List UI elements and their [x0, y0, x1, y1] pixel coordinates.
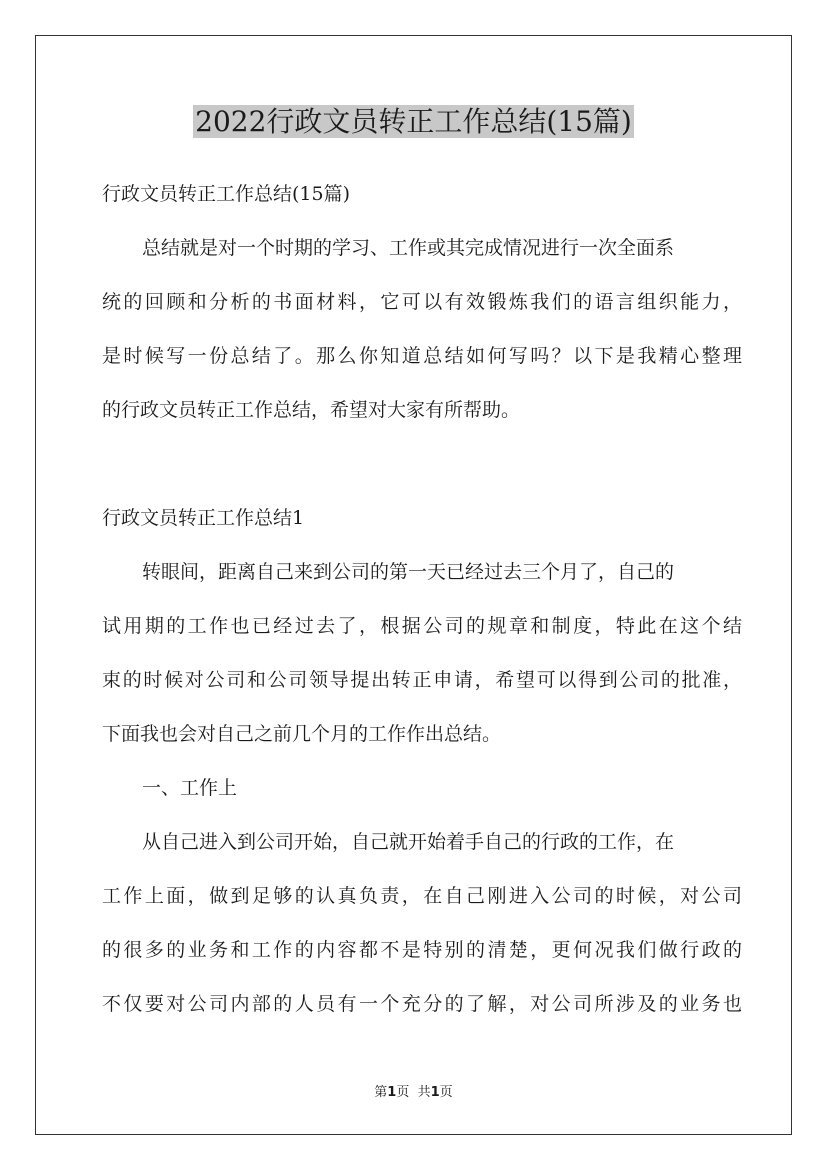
body-line-2: 工作上面，做到足够的认真负责，在自己刚进入公司的时候，对公司	[102, 885, 742, 907]
section-heading: 行政文员转正工作总结1	[102, 507, 305, 529]
body-line-1: 从自己进入到公司开始，自己就开始着手自己的行政的工作，在	[142, 831, 675, 853]
section-line-3: 束的时候对公司和公司领导提出转正申请，希望可以得到公司的批准，	[102, 669, 742, 691]
section-line-4: 下面我也会对自己之前几个月的工作作出总结。	[102, 723, 502, 745]
footer-page-suffix: 页	[396, 1085, 410, 1100]
body-line-3: 的很多的业务和工作的内容都不是特别的清楚，更何况我们做行政的	[102, 939, 742, 961]
page-footer	[0, 1084, 827, 1102]
footer-total-prefix: 共	[417, 1085, 431, 1100]
footer-total-suffix: 页	[439, 1085, 453, 1100]
footer-total-number: 1	[430, 1085, 440, 1100]
footer-page-prefix: 第	[374, 1085, 388, 1100]
footer-page-number: 1	[387, 1085, 397, 1100]
document-title-text: 2022行政文员转正工作总结(15篇)	[195, 105, 632, 138]
document-title	[0, 100, 827, 144]
section-line-1: 转眼间，距离自己来到公司的第一天已经过去三个月了，自己的	[142, 561, 675, 583]
section-line-2: 试用期的工作也已经过去了，根据公司的规章和制度，特此在这个结	[102, 615, 742, 637]
intro-line-4: 的行政文员转正工作总结，希望对大家有所帮助。	[102, 399, 521, 421]
intro-line-2: 统的回顾和分析的书面材料，它可以有效锻炼我们的语言组织能力，	[102, 291, 742, 313]
intro-line-1: 总结就是对一个时期的学习、工作或其完成情况进行一次全面系	[142, 237, 675, 259]
intro-line-3: 是时候写一份总结了。那么你知道总结如何写吗？以下是我精心整理	[102, 345, 742, 367]
sub-heading-work: 一、工作上	[142, 777, 238, 799]
document-subtitle: 行政文员转正工作总结(15篇)	[102, 183, 351, 205]
body-line-4: 不仅要对公司内部的人员有一个充分的了解，对公司所涉及的业务也	[102, 993, 742, 1015]
